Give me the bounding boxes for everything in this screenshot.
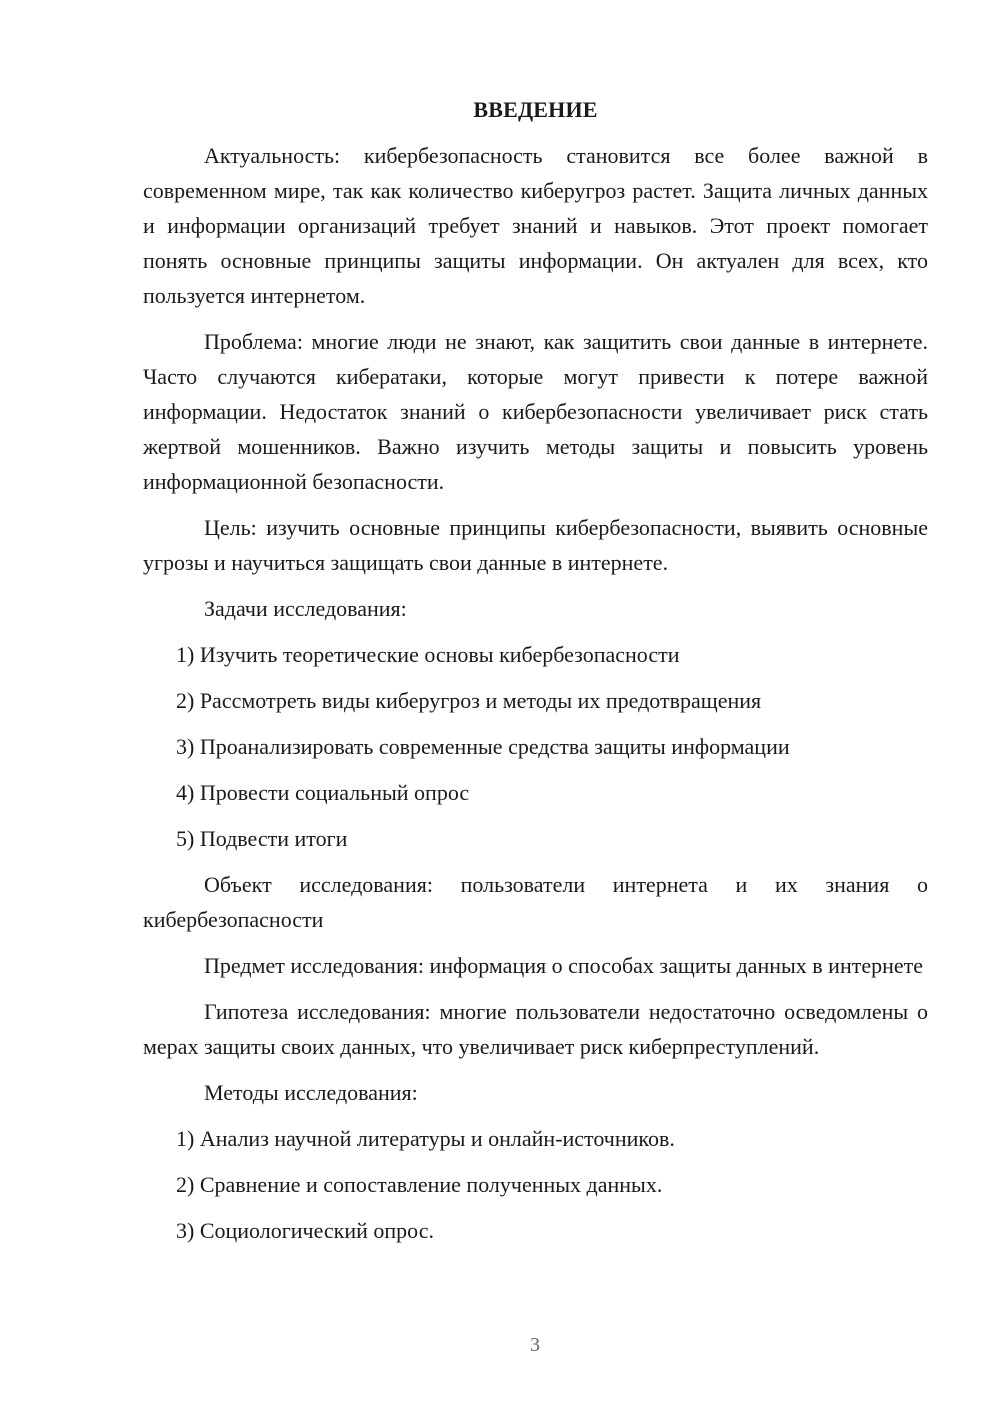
list-item: 2) Сравнение и сопоставление полученных данных. [176, 1172, 663, 1197]
goal-paragraph: Цель: изучить основные принципы кибербезопасности, выявить основные угрозы и научиться защищать свои данные в интернете. [143, 515, 928, 575]
methods-label: Методы исследования: [204, 1080, 418, 1105]
subject-paragraph: Предмет исследования: информация о способах защиты данных в интернете [204, 953, 924, 978]
list-item: 4) Провести социальный опрос [176, 780, 470, 805]
tasks-list [143, 637, 928, 856]
list-item: 3) Социологический опрос. [176, 1218, 434, 1243]
object-paragraph: Объект исследования: пользователи интернета и их знания о кибербезопасности [143, 872, 928, 932]
problem-paragraph: Проблема: многие люди не знают, как защитить свои данные в интернете. Часто случаются кибератаки, которые могут привести к потере важной информации. Недостаток знаний о кибербезопасности увеличивает риск стать жертвой мошенников. Важно изучить методы защиты и повысить уровень информационной безопасности. [143, 329, 928, 494]
list-item: 1) Анализ научной литературы и онлайн-источников. [176, 1126, 675, 1151]
list-item: 2) Рассмотреть виды киберугроз и методы их предотвращения [176, 688, 762, 713]
relevance-paragraph: Актуальность: кибербезопасность становится все более важной в современном мире, так как количество киберугроз растет. Защита личных данных и информации организаций требует знаний и навыков. Этот проект помогает понять основные принципы защиты информации. Он актуален для всех, кто пользуется интернетом. [143, 143, 928, 308]
hypothesis-paragraph: Гипотеза исследования: многие пользователи недостаточно осведомлены о мерах защиты своих данных, что увеличивает риск киберпреступлений. [143, 999, 928, 1059]
methods-list [143, 1121, 928, 1248]
list-item: 3) Проанализировать современные средства защиты информации [176, 734, 790, 759]
list-item: 5) Подвести итоги [176, 826, 348, 851]
tasks-label: Задачи исследования: [204, 596, 407, 621]
list-item: 1) Изучить теоретические основы кибербезопасности [176, 642, 680, 667]
page-title: ВВЕДЕНИЕ [473, 97, 598, 122]
page-number: 3 [530, 1334, 540, 1356]
document-page [143, 96, 928, 1259]
